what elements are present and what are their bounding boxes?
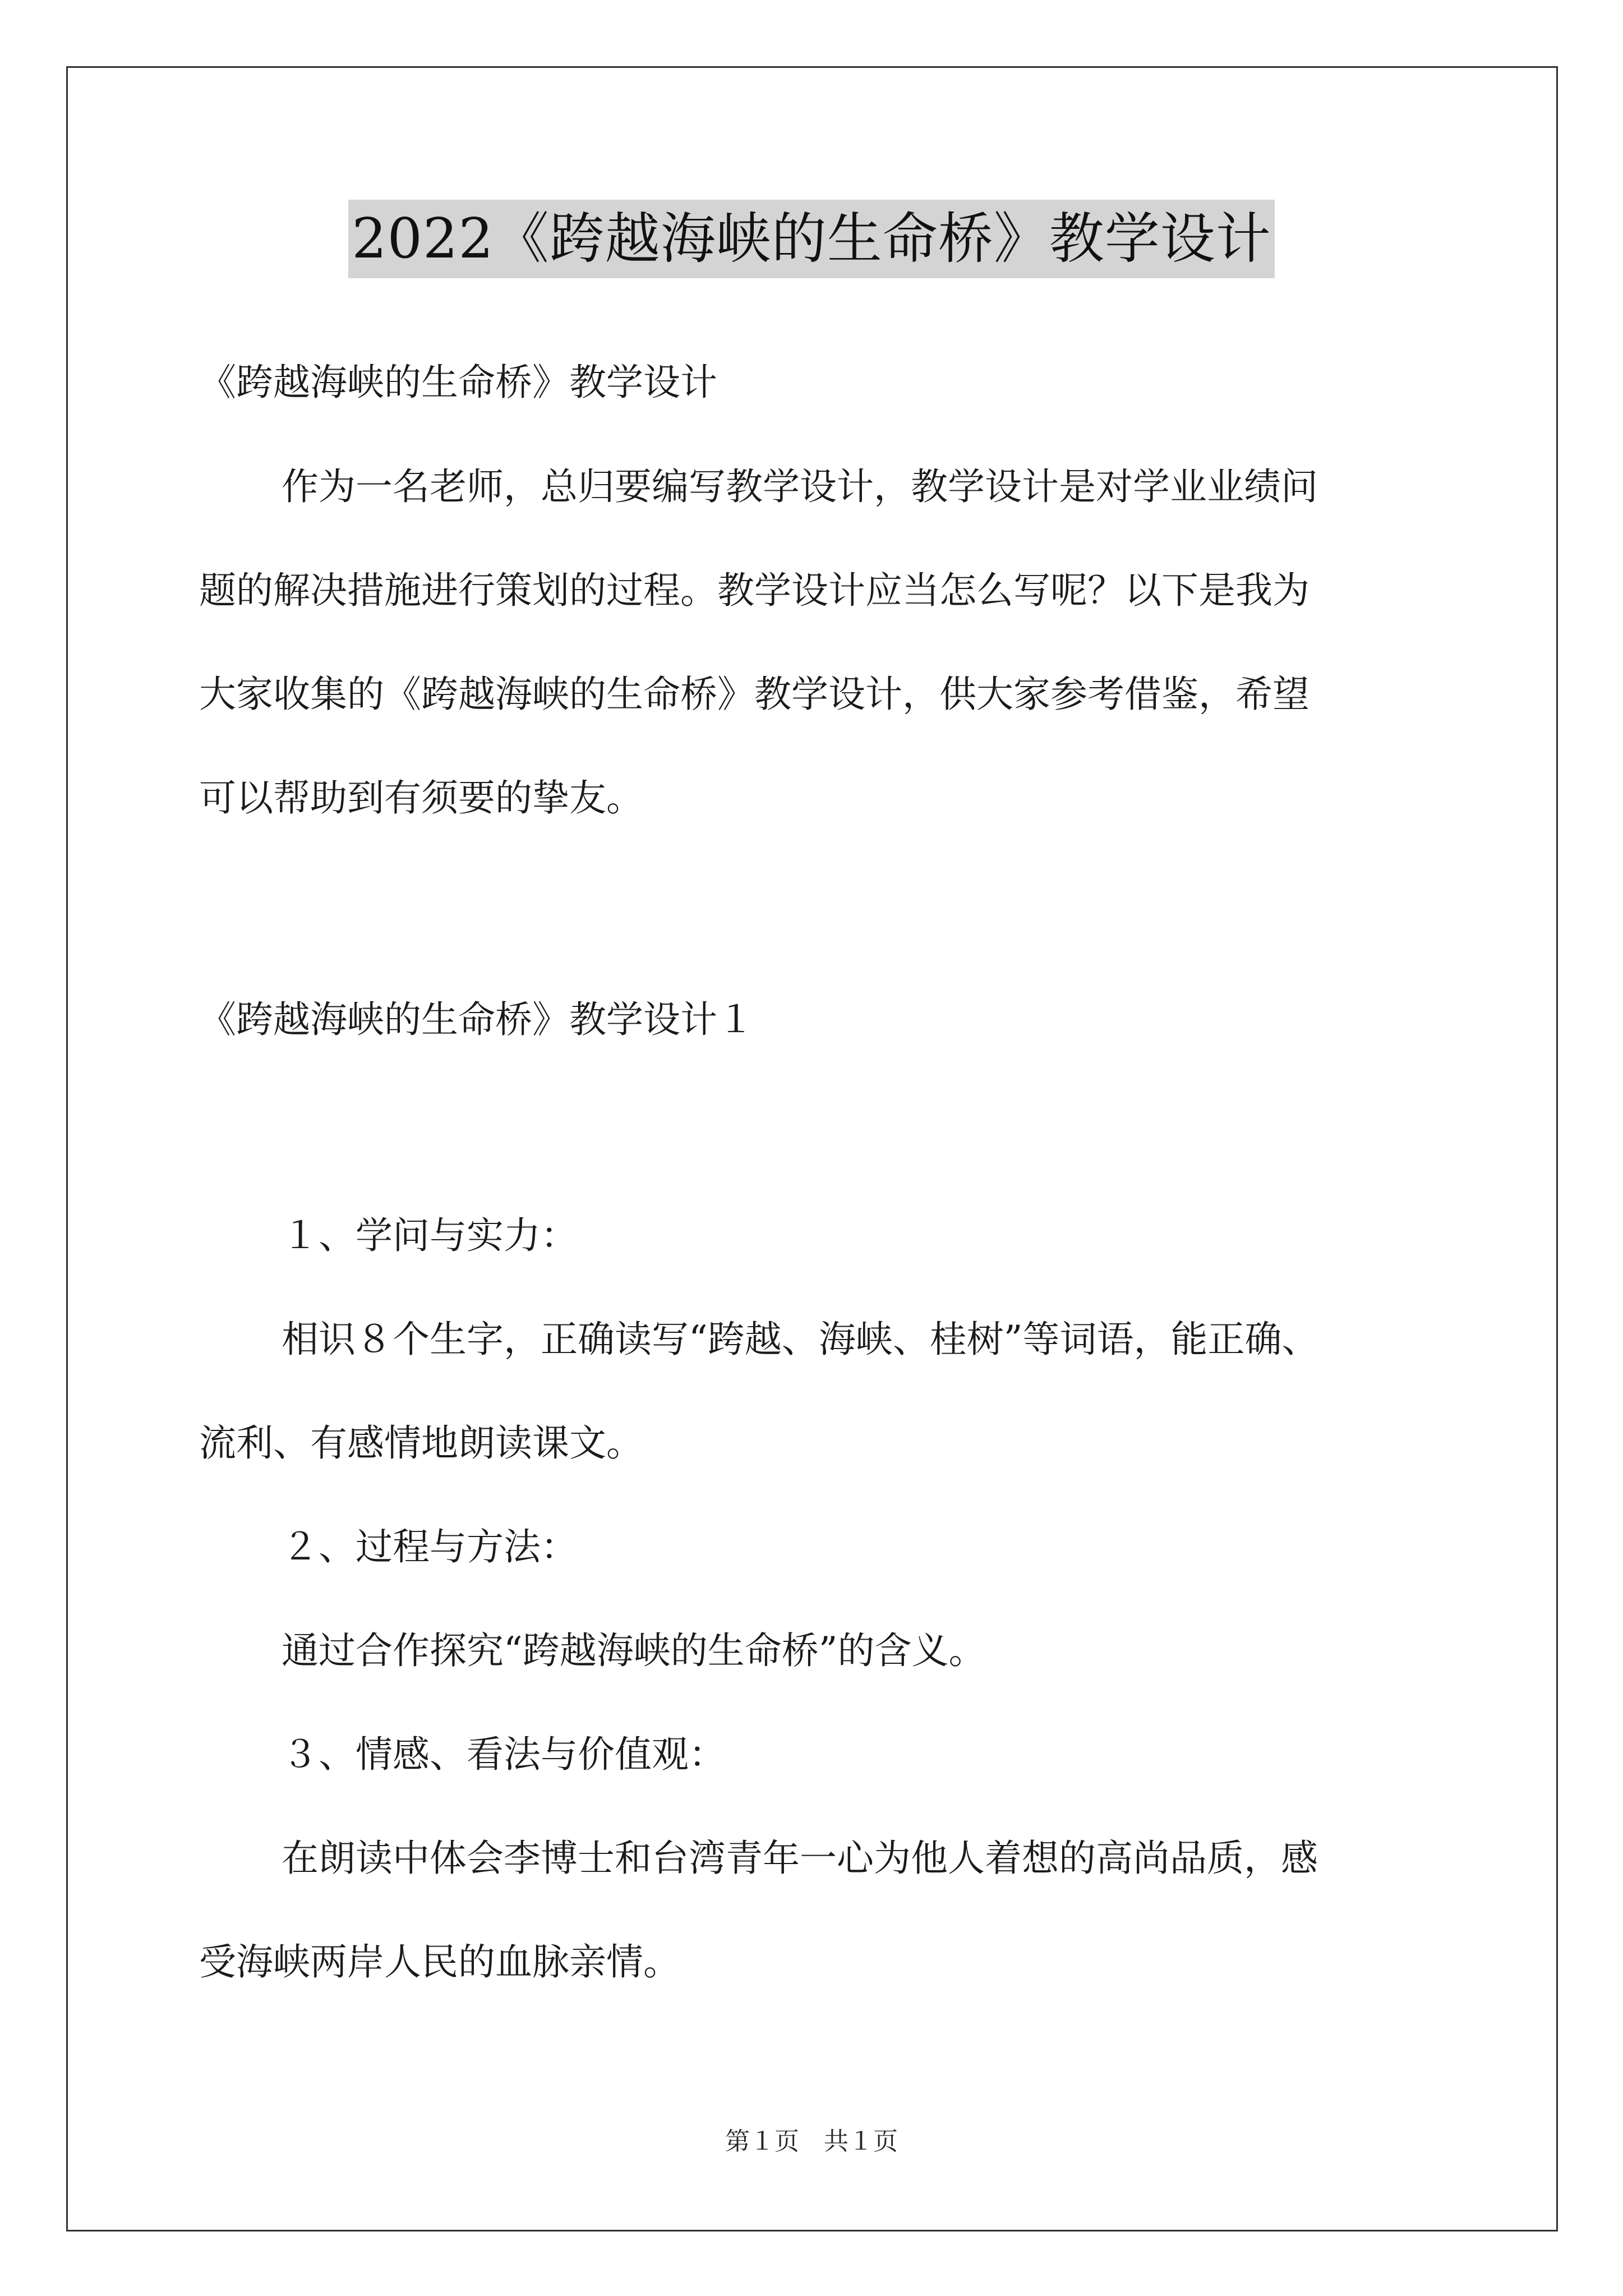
goal-1-line-2: 流利、有感情地朗读课文。 [199, 1421, 643, 1465]
title-wrap [0, 200, 1623, 278]
intro-line-2: 题的解决措施进行策划的过程。教学设计应当怎么写呢？以下是我为 [199, 569, 1310, 612]
goal-1-label: １、学问与实力： [282, 1214, 578, 1257]
goal-2-line-1: 通过合作探究“跨越海峡的生命桥”的含义。 [282, 1629, 986, 1672]
intro-line-3: 大家收集的《跨越海峡的生命桥》教学设计，供大家参考借鉴，希望 [199, 673, 1310, 716]
page-footer: 第１页 共１页 [725, 2127, 898, 2156]
document-title: 2022《跨越海峡的生命桥》教学设计 [348, 200, 1274, 278]
goal-3-label: ３、情感、看法与价值观： [282, 1733, 726, 1776]
goal-2-label: ２、过程与方法： [282, 1525, 578, 1568]
section-heading: 《跨越海峡的生命桥》教学设计１ [199, 998, 754, 1041]
document-subtitle: 《跨越海峡的生命桥》教学设计 [199, 361, 717, 404]
goal-3-line-1: 在朗读中体会李博士和台湾青年一心为他人着想的高尚品质，感 [282, 1837, 1318, 1880]
goal-3-line-2: 受海峡两岸人民的血脉亲情。 [199, 1940, 680, 1984]
goal-1-line-1: 相识８个生字，正确读写“跨越、海峡、桂树”等词语，能正确、 [282, 1318, 1319, 1361]
intro-line-4: 可以帮助到有须要的挚友。 [199, 776, 643, 820]
intro-line-1: 作为一名老师，总归要编写教学设计，教学设计是对学业业绩问 [282, 465, 1318, 508]
